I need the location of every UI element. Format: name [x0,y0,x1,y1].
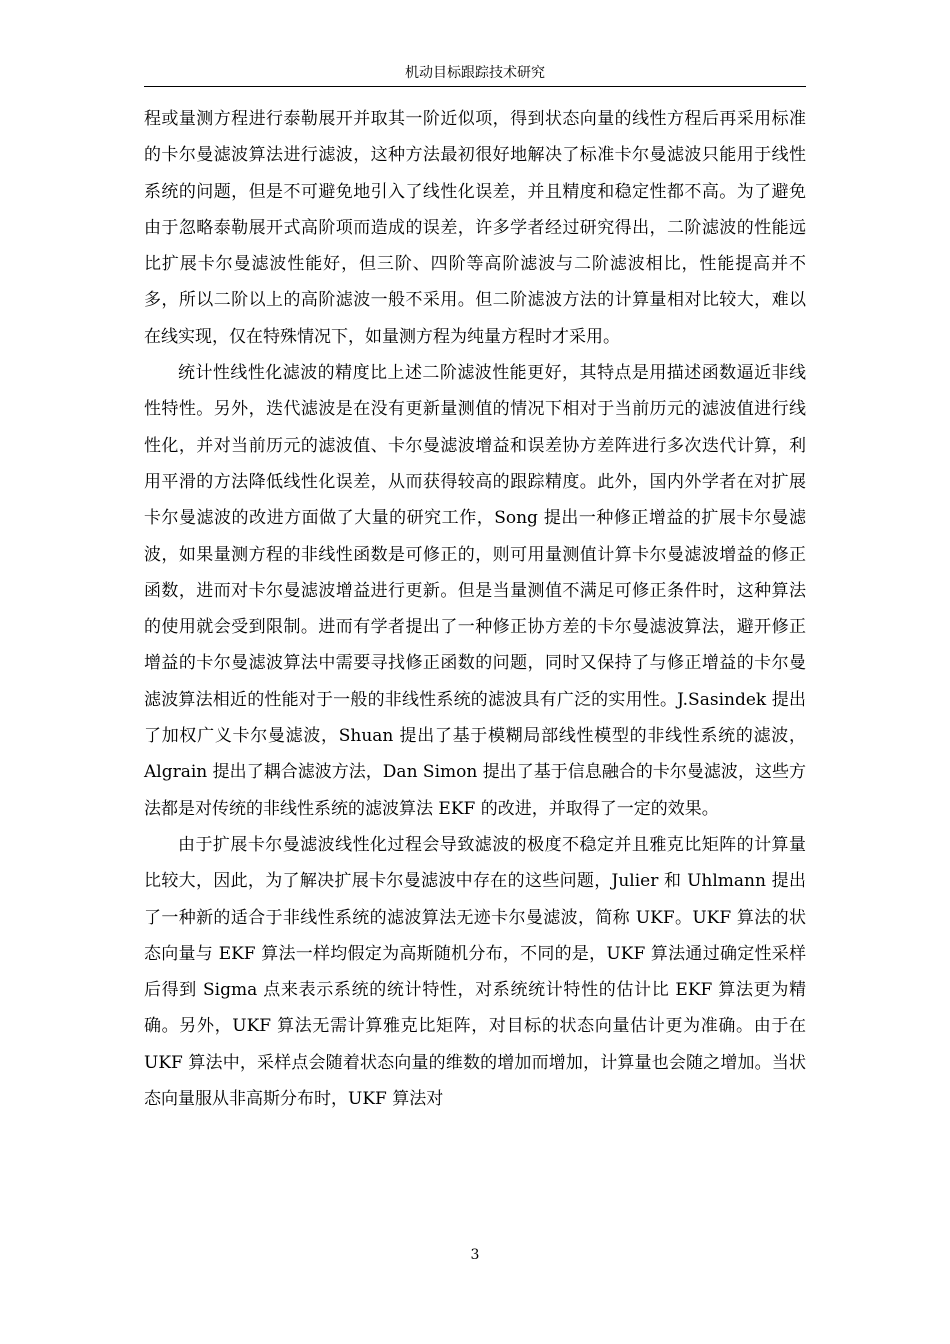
running-header: 机动目标跟踪技术研究 [405,65,545,81]
page-number: 3 [470,1247,480,1263]
paragraph-3: 由于扩展卡尔曼滤波线性化过程会导致滤波的极度不稳定并且雅克比矩阵的计算量比较大，因此，为了解决扩展卡尔曼滤波中存在的这些问题，Julier 和 Uhlmann 提出了一种新的适合于非线性系统的滤波算法无迹卡尔曼滤波，简称 UKF。UKF 算法的状态向量与 EKF 算法一样均假定为高斯随机分布，不同的是，UKF 算法通过确定性采样后得到 Sigma 点来表示系统的统计特性，对系统统计特性的估计比 EKF 算法更为精确。另外，UKF 算法无需计算雅克比矩阵，对目标的状态向量估计更为准确。由于在 UKF 算法中，采样点会随着状态向量的维数的增加而增加，计算量也会随之增加。当状态向量服从非高斯分布时，UKF 算法对 [144,834,806,1110]
header-rule [144,86,806,87]
body-text [144,101,806,1117]
paragraph-1: 程或量测方程进行泰勒展开并取其一阶近似项，得到状态向量的线性方程后再采用标准的卡尔曼滤波算法进行滤波，这种方法最初很好地解决了标准卡尔曼滤波只能用于线性系统的问题，但是不可避免地引入了线性化误差，并且精度和稳定性都不高。为了避免由于忽略泰勒展开式高阶项而造成的误差，许多学者经过研究得出，二阶滤波的性能远比扩展卡尔曼滤波性能好，但三阶、四阶等高阶滤波与二阶滤波相比，性能提高并不多，所以二阶以上的高阶滤波一般不采用。但二阶滤波方法的计算量相对比较大，难以在线实现，仅在特殊情况下，如量测方程为纯量方程时才采用。 [144,109,806,347]
paragraph-2: 统计性线性化滤波的精度比上述二阶滤波性能更好，其特点是用描述函数逼近非线性特性。另外，迭代滤波是在没有更新量测值的情况下相对于当前历元的滤波值进行线性化，并对当前历元的滤波值、卡尔曼滤波增益和误差协方差阵进行多次迭代计算，利用平滑的方法降低线性化误差，从而获得较高的跟踪精度。此外，国内外学者在对扩展卡尔曼滤波的改进方面做了大量的研究工作，Song 提出一种修正增益的扩展卡尔曼滤波，如果量测方程的非线性函数是可修正的，则可用量测值计算卡尔曼滤波增益的修正函数，进而对卡尔曼滤波增益进行更新。但是当量测值不满足可修正条件时，这种算法的使用就会受到限制。进而有学者提出了一种修正协方差的卡尔曼滤波算法，避开修正增益的卡尔曼滤波算法中需要寻找修正函数的问题，同时又保持了与修正增益的卡尔曼滤波算法相近的性能对于一般的非线性系统的滤波具有广泛的实用性。J.Sasindek 提出了加权广义卡尔曼滤波，Shuan 提出了基于模糊局部线性模型的非线性系统的滤波，Algrain 提出了耦合滤波方法，Dan Simon 提出了基于信息融合的卡尔曼滤波，这些方法都是对传统的非线性系统的滤波算法 EKF 的改进，并取得了一定的效果。 [144,363,806,819]
